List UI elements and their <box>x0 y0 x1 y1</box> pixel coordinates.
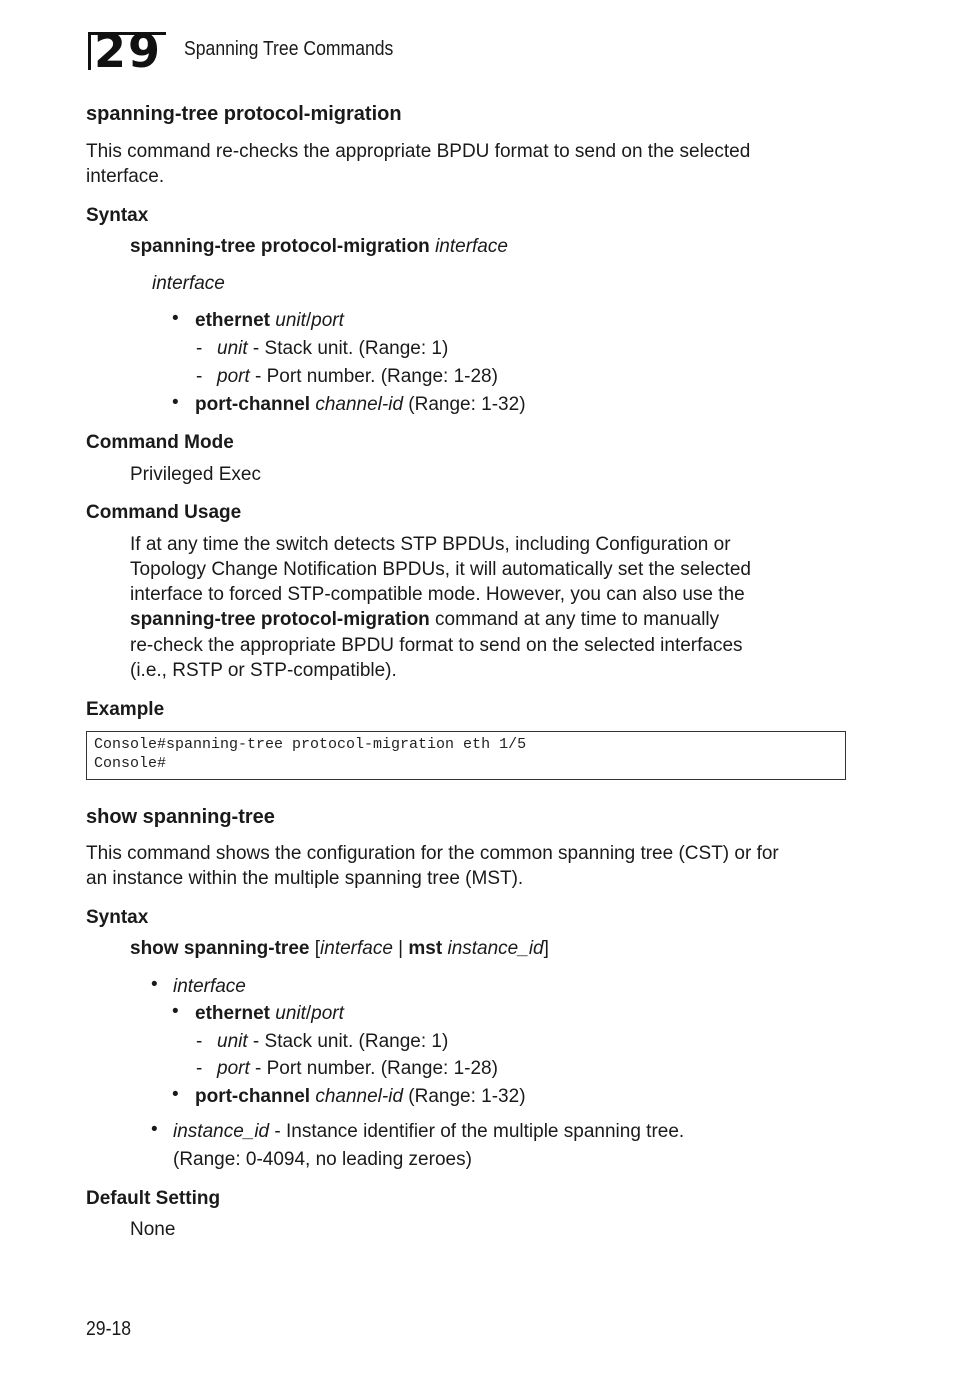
list-item <box>173 1119 684 1144</box>
syntax-line <box>130 936 549 961</box>
keyword: mst <box>408 938 443 959</box>
usage-text: command at any time to manually <box>429 609 720 630</box>
bullet-icon: • <box>151 1119 158 1140</box>
keyword: ethernet <box>195 1003 270 1024</box>
usage-line: (i.e., RSTP or STP-compatible). <box>130 660 397 681</box>
code-line: Console#spanning-tree protocol-migration eth 1/5 <box>94 736 527 753</box>
param-desc: - Instance identifier of the multiple spanning tree. <box>269 1121 685 1142</box>
usage-line: interface to forced STP-compatible mode. However, you can also use the <box>130 584 745 605</box>
list-item <box>195 308 344 333</box>
usage-command: spanning-tree protocol-migration <box>130 609 430 630</box>
list-item-continuation: (Range: 0-4094, no leading zeroes) <box>173 1149 472 1170</box>
default-setting-heading: Default Setting <box>86 1188 221 1209</box>
syntax-line <box>130 234 508 259</box>
param-desc: (Range: 1-32) <box>403 1086 526 1107</box>
usage-line: If at any time the switch detects STP BPDUs, including Configuration or <box>130 534 731 555</box>
param-unit: unit <box>275 1003 306 1024</box>
syntax-parameter: instance_id <box>442 938 544 959</box>
syntax-command: spanning-tree protocol-migration <box>130 236 430 257</box>
chapter-title: Spanning Tree Commands <box>184 38 394 60</box>
command-mode-value: Privileged Exec <box>130 464 261 485</box>
param-desc: - Stack unit. (Range: 1) <box>247 338 449 359</box>
separator: / <box>305 1003 312 1024</box>
list-subitem <box>217 364 498 389</box>
chapter-number: 29 <box>94 24 163 78</box>
keyword: port-channel <box>195 1086 311 1107</box>
separator: / <box>305 310 312 331</box>
keyword: ethernet <box>195 310 270 331</box>
command-title: show spanning-tree <box>86 806 275 828</box>
code-line: Console# <box>94 755 167 772</box>
separator: | <box>392 938 409 959</box>
list-item: interface <box>173 976 246 997</box>
param-channel-id: channel-id <box>315 1086 404 1107</box>
bullet-icon: • <box>172 1001 179 1022</box>
chapter-number-box <box>88 24 166 78</box>
example-heading: Example <box>86 699 165 720</box>
list-subitem <box>217 1029 448 1054</box>
param-desc: - Port number. (Range: 1-28) <box>249 366 498 387</box>
description-line: interface. <box>86 166 165 187</box>
param-desc: - Stack unit. (Range: 1) <box>247 1031 449 1052</box>
param-port: port <box>311 1003 344 1024</box>
param-unit: unit <box>275 310 306 331</box>
description-line: This command shows the configuration for the common spanning tree (CST) or for <box>86 843 779 864</box>
bullet-icon: • <box>151 974 158 995</box>
dash-icon: - <box>196 338 203 359</box>
command-mode-heading: Command Mode <box>86 432 234 453</box>
usage-line: Topology Change Notification BPDUs, it will automatically set the selected <box>130 559 751 580</box>
bracket: [ <box>309 938 321 959</box>
usage-line: re-check the appropriate BPDU format to send on the selected interfaces <box>130 635 743 656</box>
usage-line <box>130 607 719 632</box>
keyword: port-channel <box>195 394 311 415</box>
param-desc: (Range: 1-32) <box>403 394 526 415</box>
bracket: ] <box>543 938 549 959</box>
bullet-icon: • <box>172 392 179 413</box>
list-item <box>195 1001 344 1026</box>
page-number: 29-18 <box>86 1318 132 1340</box>
default-setting-value: None <box>130 1219 176 1240</box>
list-item <box>195 392 526 417</box>
param-instance-id: instance_id <box>173 1121 270 1142</box>
dash-icon: - <box>196 366 203 387</box>
syntax-heading: Syntax <box>86 907 149 928</box>
param-port: port <box>311 310 344 331</box>
dash-icon: - <box>196 1031 203 1052</box>
command-usage-heading: Command Usage <box>86 502 242 523</box>
chapter-box-left-rule <box>88 32 91 70</box>
syntax-heading: Syntax <box>86 205 149 226</box>
dash-icon: - <box>196 1058 203 1079</box>
param-desc: - Port number. (Range: 1-28) <box>249 1058 498 1079</box>
param-port: port <box>217 1058 250 1079</box>
syntax-parameter: interface <box>435 236 508 257</box>
syntax-parameter: interface <box>320 938 393 959</box>
command-title: spanning-tree protocol-migration <box>86 103 402 125</box>
list-subitem <box>217 336 448 361</box>
example-code-box <box>86 731 846 780</box>
param-channel-id: channel-id <box>315 394 404 415</box>
description-line: an instance within the multiple spanning tree (MST). <box>86 868 524 889</box>
description-line: This command re-checks the appropriate BPDU format to send on the selected <box>86 141 751 162</box>
bullet-icon: • <box>172 1084 179 1105</box>
param-unit: unit <box>217 338 248 359</box>
list-subitem <box>217 1056 498 1081</box>
param-port: port <box>217 366 250 387</box>
param-unit: unit <box>217 1031 248 1052</box>
syntax-command: show spanning-tree <box>130 938 310 959</box>
parameter-name: interface <box>152 273 225 294</box>
bullet-icon: • <box>172 308 179 329</box>
list-item <box>195 1084 526 1109</box>
